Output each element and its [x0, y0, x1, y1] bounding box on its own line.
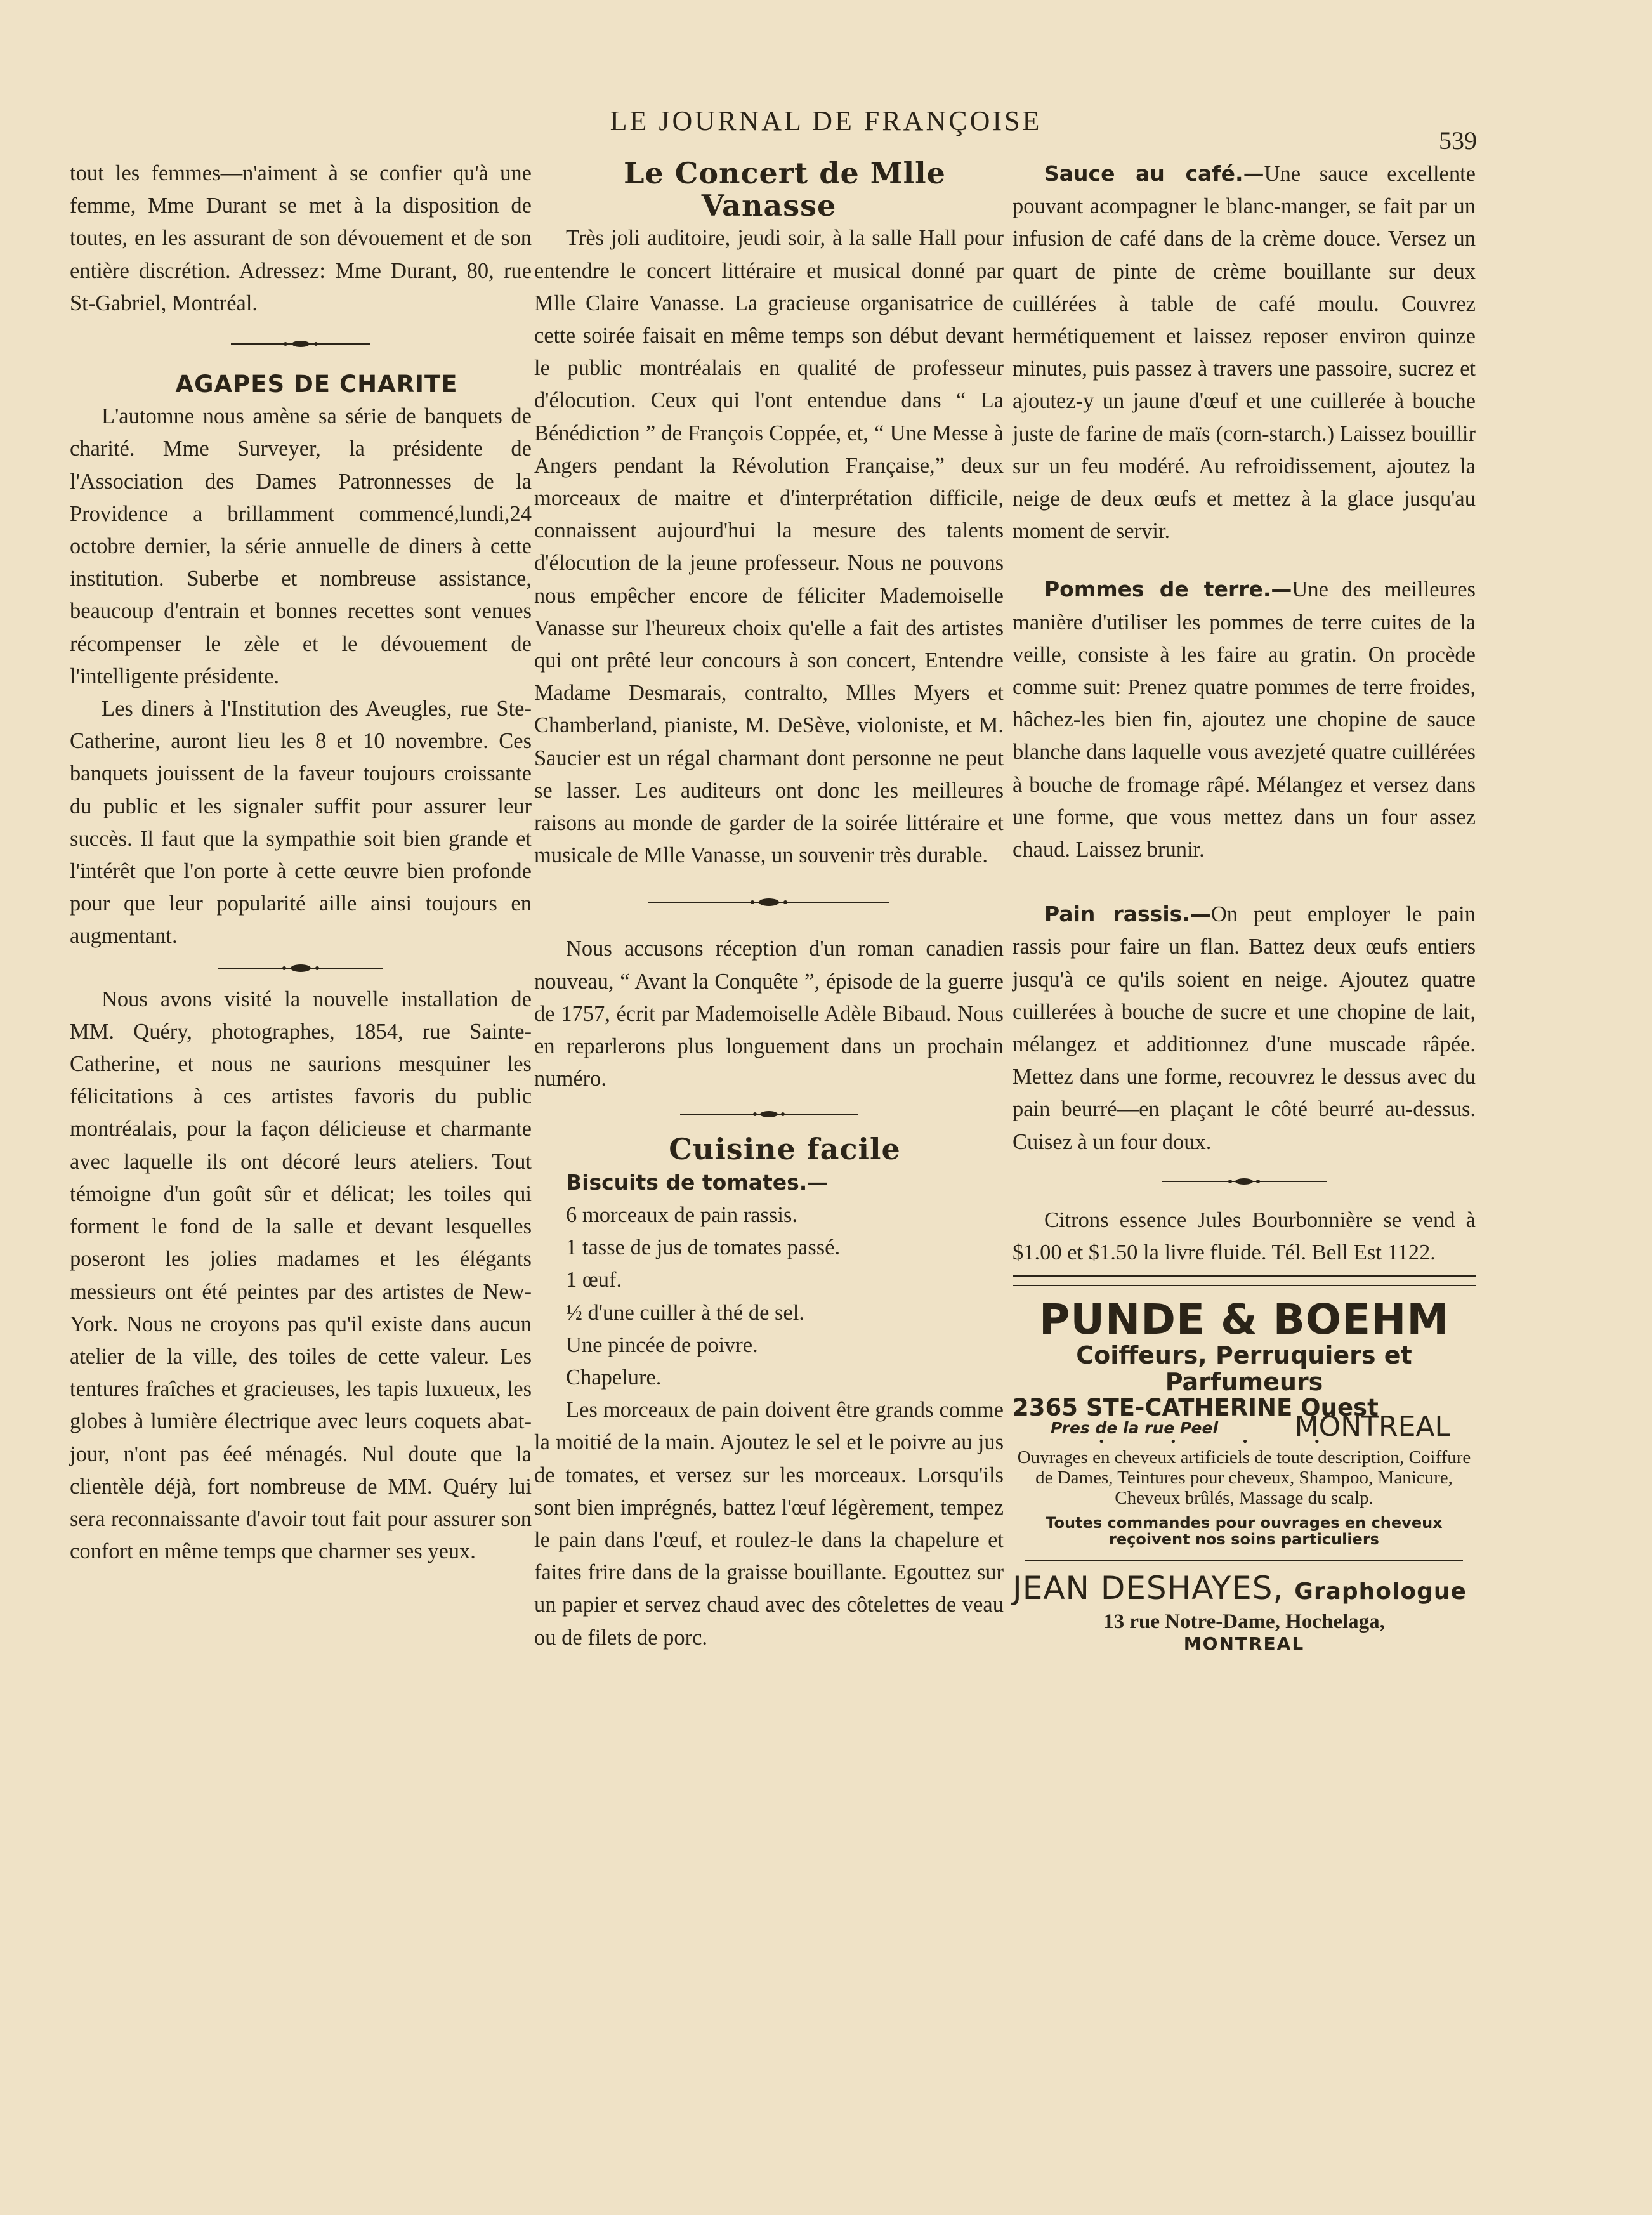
ad-note: Toutes commandes pour ouvrages en cheveux reçoivent nos soins particuliers [1046, 1514, 1443, 1549]
ingredient-line: 6 morceaux de pain rassis. [566, 1202, 798, 1227]
ingredient-line: Chapelure. [566, 1365, 662, 1390]
ornament-divider [534, 872, 1004, 933]
ornament-divider [70, 953, 532, 983]
sauce-text: Une sauce excellente pouvant acompagner le blanc-manger, se fait par un infusion de café dans de la crème douce. Versez un quart de pinte de crème bouillante sur deux cuillérées à table de café moulu. Couvrez hermétiquement et laissez reposer environ quinze minutes, puis passez à travers une passoire, sucrez et ajoutez-y un jaune d'œuf et une cuillerée à bouche juste de farine de maïs (corn-starch.) Laissez bouillir sur un feu modéré. Au refroidissement, ajoutez la neige de deux œufs et mettez à la glace jusqu'au moment de servir. [1013, 162, 1476, 544]
advertisement-deshayes [1013, 1570, 1476, 1654]
biscuits-paragraph: Les morceaux de pain doivent être grands comme la moitié de la main. Ajoutez le sel et le poivre au jus de tomates, et versez sur les morceaux. Lorsqu'ils sont bien imprégnés, battez l'œuf légèrement, tempez le pain dans l'œuf, et roulez-le dans la chapelure et faites frire dans de la graisse bouillante. Egouttez sur un papier et servez chaud avec des côtelettes de veau ou de filets de porc. [534, 1398, 1004, 1650]
ad-company-name: PUNDE & BOEHM [1039, 1295, 1449, 1344]
ingredient-line: 1 tasse de jus de tomates passé. [566, 1235, 841, 1260]
spacer [1013, 548, 1476, 573]
ad-near: Pres de la rue Peel [1051, 1419, 1219, 1438]
column-right [1013, 157, 1476, 1654]
ad2-role: Graphologue [1294, 1579, 1467, 1605]
pain-title: Pain rassis.— [1044, 902, 1211, 927]
ad-dots: • • • • [1099, 1433, 1351, 1450]
biscuits-title [534, 1166, 1004, 1199]
agapes-paragraph-1: L'automne nous amène sa série de banquets de charité. Mme Surveyer, la présidente de l'Association des Dames Patronnesses de la Providence a brillamment commencé,lundi,24 octobre dernier, la série annuelle de diners à cette institution. Suberbe et nombreuse assistance, beaucoup d'entrain et bonnes recettes sont venues récompenser le zèle et le dévouement de l'intelligente présidente. [70, 404, 532, 688]
column-left [70, 157, 532, 1568]
roman-paragraph: Nous accusons réception d'un roman canadien nouveau, “ Avant la Conquête ”, épisode de la guerre de 1757, écrit par Mademoiselle Adèle Bibaud. Nous en reparlerons plus longuement dans un prochain numéro. [534, 937, 1004, 1091]
sauce-paragraph [1013, 157, 1476, 548]
citrons-paragraph: Citrons essence Jules Bourbonnière se vend à $1.00 et $1.50 la livre fluide. Tél. Bell Est 1122. [1013, 1207, 1476, 1265]
ornament-divider [534, 1095, 1004, 1133]
ingredient-line: Une pincée de poivre. [566, 1332, 758, 1357]
page-number: 539 [1439, 126, 1477, 155]
ad-description: Ouvrages en cheveux artificiels de toute description, Coiffure de Dames, Teintures pour cheveux, Shampoo, Manicure, Cheveux brûlés, Massage du scalp. [1017, 1447, 1471, 1509]
column-middle [534, 157, 1004, 1654]
ad-trade-line: Coiffeurs, Perruquiers et [1076, 1341, 1412, 1370]
advertisement-punde-boehm [1013, 1295, 1476, 1549]
cuisine-heading: Cuisine facile [669, 1132, 901, 1167]
spacer [1013, 866, 1476, 898]
ingredient-line: ½ d'une cuiller à thé de sel. [566, 1300, 804, 1325]
ad-rule [1013, 1275, 1476, 1286]
ad-rule [1025, 1560, 1463, 1561]
ad-trade-line: Parfumeurs [1165, 1368, 1323, 1397]
pain-paragraph [1013, 898, 1476, 1159]
sauce-title: Sauce au café.— [1044, 161, 1264, 186]
query-paragraph: Nous avons visité la nouvelle installation de MM. Quéry, photographes, 1854, rue Sainte-Catherine, et nous ne saurions mesquiner les félicitations à ces artistes favoris du public montréalais, pour la façon délicieuse et charmante avec laquelle ils ont décoré leurs ateliers. Tout témoigne d'un goût sûr et délicat; les toiles qui forment le fond de la salle et devant lesquelles poseront les jolies madames et les élégants messieurs ont été peintes par des artistes de New-York. Nous ne croyons pas qu'il existe dans aucun atelier de la ville, des toiles de cette valeur. Les tentures fraîches et gracieuses, les tapis luxueux, les globes à lumière électrique avec leurs coquets abat-jour, n'ont pas éeé ménagés. Nul doute que la clientèle déjà, fort nombreuse de MM. Quéry lui sera reconnaissante d'avoir tout fait pour assurer son confort en même temps que charmer ses yeux. [70, 987, 532, 1564]
running-head: LE JOURNAL DE FRANÇOISE [610, 105, 1042, 136]
ingredient-line: 1 œuf. [566, 1268, 622, 1292]
pain-text: On peut employer le pain rassis pour faire un flan. Battez deux œufs entiers jusqu'à ce qu'ils soient en neige. Ajoutez quatre cuillerées à bouche de sucre et une chopine de lait, mélangez et additionnez d'une muscade râpée. Mettez dans une forme, recouvrez le dessus avec du pain beurré—en plaçant le côté beurré au-dessus. Cuisez à un four doux. [1013, 902, 1476, 1154]
ornament-divider [70, 320, 532, 368]
pommes-text: Une des meilleures manière d'utiliser les pommes de terre cuites de la veille, consiste à les faire au gratin. On procède comme suit: Prenez quatre pommes de terre froides, hâchez-les bien fin, ajoutez une chopine de sauce blanche dans laquelle vous avezjeté quatre cuillérées à bouche de fromage râpé. Mélangez et versez dans une forme, que vous mettez dans un four assez chaud. Laissez brunir. [1013, 577, 1476, 862]
pommes-paragraph [1013, 573, 1476, 866]
ornament-divider [1013, 1159, 1476, 1204]
ad2-city: MONTREAL [1183, 1633, 1305, 1655]
ad2-address: 13 rue Notre-Dame, Hochelaga, [1103, 1610, 1385, 1634]
pommes-title: Pommes de terre.— [1044, 577, 1292, 602]
ad-street: 2365 STE-CATHERINE Ouest [1013, 1394, 1379, 1422]
ad-city: MONTREAL [1294, 1410, 1450, 1443]
biscuits-title-text: Biscuits de tomates.— [566, 1169, 829, 1195]
agapes-paragraph-2: Les diners à l'Institution des Aveugles, rue Ste-Catherine, auront lieu les 8 et 10 novembre. Ces banquets jouissent de la faveur toujours croissante du public et les signaler suffit pour assurer leur succès. Il faut que la sympathie soit bien grande et l'intérêt que l'on porte à cette œuvre bien profonde pour que leur popularité aille ainsi toujours en augmentant. [70, 697, 532, 949]
concert-paragraph: Très joli auditoire, jeudi soir, à la salle Hall pour entendre le concert littéraire et musical donné par Mlle Claire Vanasse. La gracieuse organisatrice de cette soirée faisait en même temps son début devant le public montréalais en qualité de professeur d'élocution. Ceux qui l'ont entendue dans “ La Bénédiction ” de François Coppée, et, “ Une Messe à Angers pendant la Révolution Française,” deux morceaux de maitre et d'interprétation difficile, connaissent aujourd'hui la mesure des talents d'élocution de la jeune professeur. Nous ne pouvons nous empêcher encore de féliciter Mademoiselle Vanasse sur l'heureux choix qu'elle a fait des artistes qui ont prêté leur concours à son concert, Entendre Madame Desmarais, contralto, Mlles Myers et Chamberland, pianiste, M. DeSève, violoniste, et M. Saucier est un régal charmant dont personne ne peut se lasser. Les auditeurs ont donc les meilleures raisons au monde de garder de la soirée littéraire et musicale de Mlle Vanasse, un souvenir très durable. [534, 226, 1004, 868]
agapes-heading: AGAPES DE CHARITE [175, 371, 458, 398]
ad2-name: JEAN DESHAYES, [1013, 1570, 1284, 1607]
ad2-name-line [1013, 1570, 1476, 1610]
mme-durant-paragraph: tout les femmes—n'aiment à se confier qu'à une femme, Mme Durant se met à la disposition de toutes, en les assurant de son dévouement et de son entière discrétion. Adressez: Mme Durant, 80, rue St-Gabriel, Montréal. [70, 161, 532, 315]
concert-heading: Le Concert de Mlle Vanasse [624, 156, 946, 223]
